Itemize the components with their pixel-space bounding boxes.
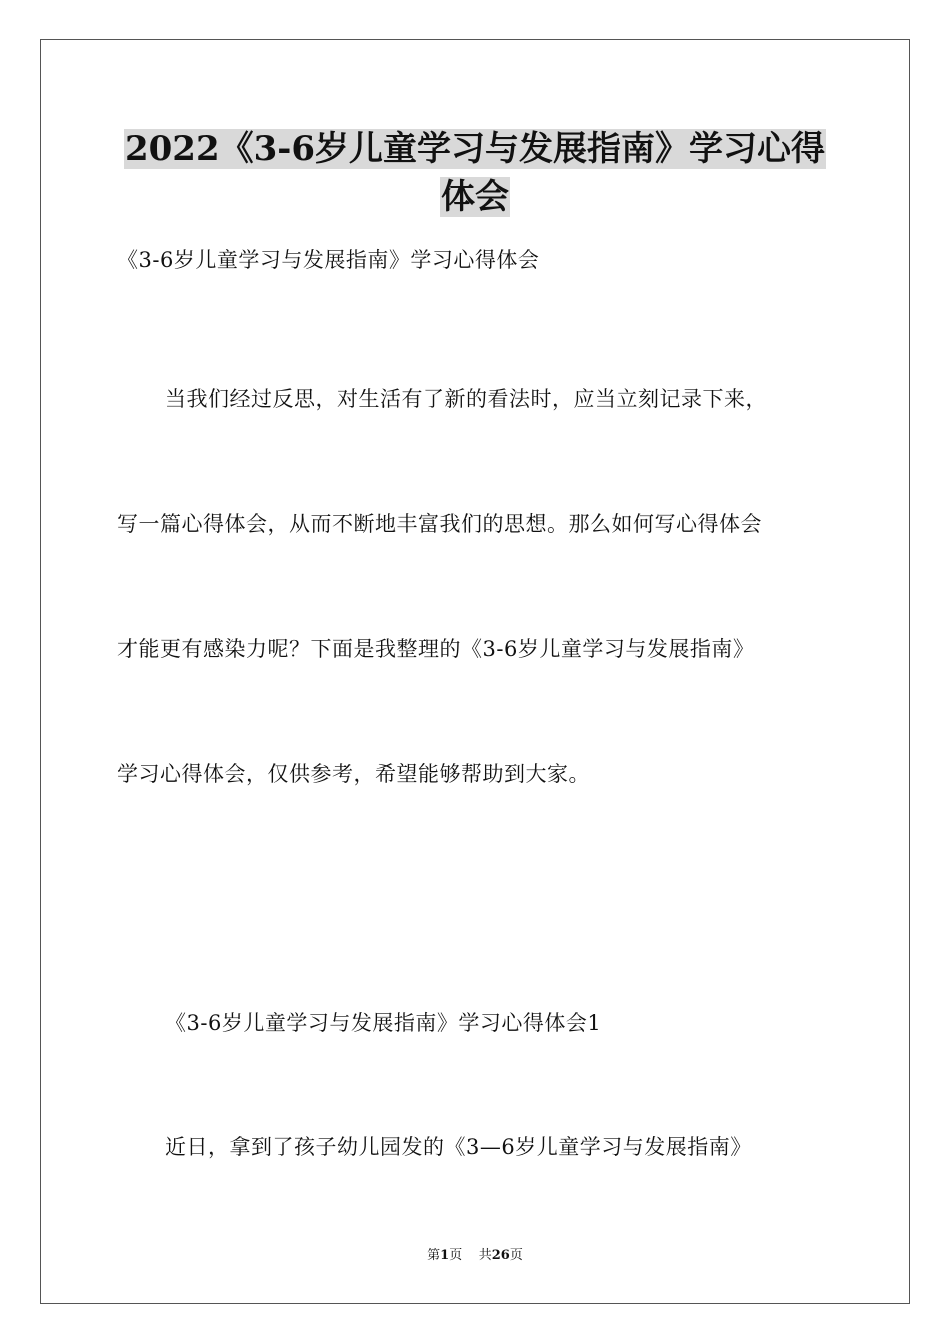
footer-page-number: 1 [440, 1248, 450, 1263]
title-text-1: 2022《3-6岁儿童学习与发展指南》学习心得 [124, 129, 826, 169]
intro-line-3: 才能更有感染力呢？下面是我整理的《3-6岁儿童学习与发展指南》 [117, 637, 755, 661]
title-text-2: 体会 [441, 177, 509, 217]
page-border [40, 39, 910, 1304]
section-first-line: 近日，拿到了孩子幼儿园发的《3—6岁儿童学习与发展指南》 [165, 1135, 752, 1159]
footer-total-suffix: 页 [509, 1248, 523, 1263]
footer-page-suffix: 页 [449, 1248, 463, 1263]
intro-line-2: 写一篇心得体会，从而不断地丰富我们的思想。那么如何写心得体会 [117, 512, 762, 536]
footer-total-prefix: 共 [478, 1248, 492, 1263]
page-footer [0, 1247, 950, 1265]
document-title-line-1 [100, 124, 850, 174]
footer-page-prefix: 第 [427, 1248, 441, 1263]
document-subtitle: 《3-6岁儿童学习与发展指南》学习心得体会 [117, 248, 540, 272]
intro-line-1: 当我们经过反思，对生活有了新的看法时，应当立刻记录下来， [165, 387, 767, 411]
section-heading: 《3-6岁儿童学习与发展指南》学习心得体会1 [165, 1011, 602, 1035]
document-title-line-2 [100, 172, 850, 222]
intro-line-4: 学习心得体会，仅供参考，希望能够帮助到大家。 [117, 762, 590, 786]
footer-total-pages: 26 [491, 1248, 510, 1263]
